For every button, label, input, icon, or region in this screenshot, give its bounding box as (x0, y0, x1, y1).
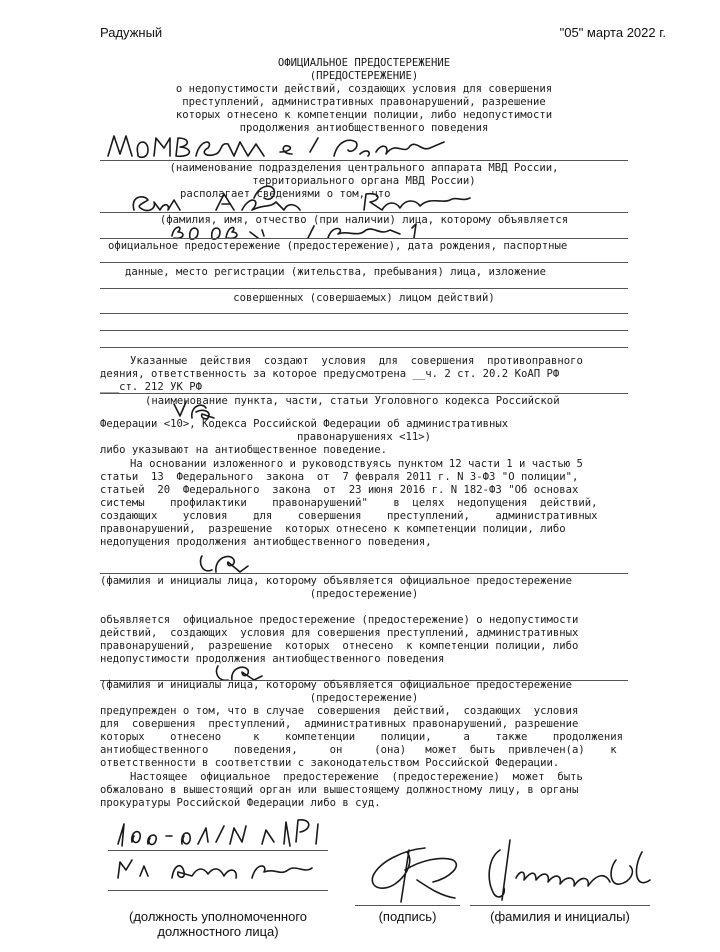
person-caption: данные, место регистрации (жительства, пребывания) лица, изложение (125, 266, 546, 278)
fill-line (100, 393, 628, 394)
body-text: которых отнесено к компетенции полиции, а также продолжения (100, 731, 623, 743)
fill-line (100, 573, 628, 574)
fill-line (470, 905, 650, 906)
title-subline: о недопустимости действий, создающих условия для совершения (175, 83, 553, 95)
fill-line (100, 238, 628, 239)
person-caption: (фамилия, имя, отчество (при наличии) лица, которому объявляется (159, 214, 569, 226)
fio-caption: (фамилия и инициалы лица, которому объявляется официальное предостережение (100, 679, 572, 691)
body-text: либо указывают на антиобщественное поведение. (100, 444, 388, 456)
body-text: антиобщественного поведения, он (она) может быть привлечен(а) к (100, 744, 617, 756)
department-caption: территориального органа МВД России) (252, 175, 476, 187)
fio-caption: (предостережение) (309, 588, 419, 600)
signature-name (480, 830, 670, 910)
fill-line (100, 262, 628, 263)
body-text: действий, создающих условия для совершения преступлений, административных (100, 627, 579, 639)
law-caption: правонарушениях <11>) (297, 431, 431, 443)
fill-line (108, 890, 328, 891)
city-label: Радужный (100, 25, 163, 40)
body-text: объявляется официальное предостережение (предостережение) о недопустимости (100, 614, 579, 626)
body-text: недопустимости продолжения антиобщественного поведения (100, 653, 445, 665)
handwriting-department (104, 130, 464, 162)
fill-line (100, 347, 628, 348)
fill-line (100, 288, 628, 289)
body-text: Указанные действия создают условия для совершения противоправного (130, 355, 583, 367)
body-text: ___ст. 212 УК РФ (100, 381, 203, 393)
fill-line (355, 905, 460, 906)
body-text: для совершения преступлений, административных правонарушений, разрешение (100, 718, 579, 730)
body-text: статьи 13 Федерального закона от 7 февраля 2011 г. N 3-ФЗ "О полиции", (100, 471, 579, 483)
title-subline: продолжения антиобщественного поведения (239, 122, 489, 134)
body-text: ответственности в соответствии с законодательством Российской Федерации. (100, 757, 560, 769)
document-title: ОФИЦИАЛЬНОЕ ПРЕДОСТЕРЕЖЕНИЕ (277, 57, 451, 69)
title-subline: преступлений, административных правонарушений, разрешение (182, 96, 546, 108)
body-text: статьей 20 Федерального закона от 23 июня 2016 г. N 182-ФЗ "Об основах (100, 484, 579, 496)
position-caption: (должность уполномоченного (128, 909, 308, 924)
body-text: создающих условия для совершения преступлений, административных (100, 510, 598, 522)
fill-line (100, 330, 628, 331)
info-line: располагает сведениями о том, что (180, 188, 391, 200)
body-text: обжаловано в вышестоящий орган или вышестоящему должностному лицу, в органы (100, 784, 579, 796)
body-text: правонарушений, разрешение которых отнесено к компетенции полиции, либо (100, 640, 579, 652)
fill-line (100, 313, 628, 314)
body-text: На основании изложенного и руководствуясь пунктом 12 части 1 и частью 5 (130, 458, 583, 470)
title-subline: которых отнесено к компетенции полиции, либо недопустимости (175, 109, 553, 121)
position-caption: должностного лица) (157, 924, 279, 939)
signature-caption: (подпись) (378, 909, 437, 924)
handwriting-position-2 (112, 852, 322, 888)
law-caption: (наименование пункта, части, статьи Уголовного кодекса Российской (145, 395, 560, 407)
fio-caption: (предостережение) (309, 692, 419, 704)
body-text: деяния, ответственность за которое предусмотрена __ч. 2 ст. 20.2 КоАП РФ (100, 368, 560, 380)
name-caption: (фамилия и инициалы) (490, 909, 630, 924)
body-text: недопущения продолжения антиобщественного поведения, (100, 536, 432, 548)
body-text: системы профилактики правонарушений" в целях недопущения действий, (100, 497, 598, 509)
handwriting-person-name (130, 190, 490, 216)
person-caption: официальное предостережение (предостережение), дата рождения, паспортные (108, 240, 568, 252)
body-text: правонарушений, разрешение которых отнесено к компетенции полиции, либо (100, 523, 566, 535)
department-caption: (наименование подразделения центрального аппарата МВД России, (169, 162, 559, 174)
law-caption: Федерации <10>, Кодекса Российской Федерации об административных (100, 418, 509, 430)
signature-image (355, 840, 475, 910)
person-caption: совершенных (совершаемых) лицом действий) (233, 292, 495, 304)
fio-caption: (фамилия и инициалы лица, которому объявляется официальное предостережение (100, 575, 572, 587)
fill-line (108, 850, 328, 851)
body-text: предупрежден о том, что в случае совершения действий, создающих условия (100, 705, 579, 717)
body-text: прокуратуры Российской Федерации либо в суд. (100, 797, 381, 809)
document-title-alt: (ПРЕДОСТЕРЕЖЕНИЕ) (309, 70, 419, 82)
body-text: Настоящее официальное предостережение (предостережение) может быть (130, 771, 583, 783)
handwriting-position (112, 812, 332, 852)
date-label: "05" марта 2022 г. (559, 25, 666, 40)
